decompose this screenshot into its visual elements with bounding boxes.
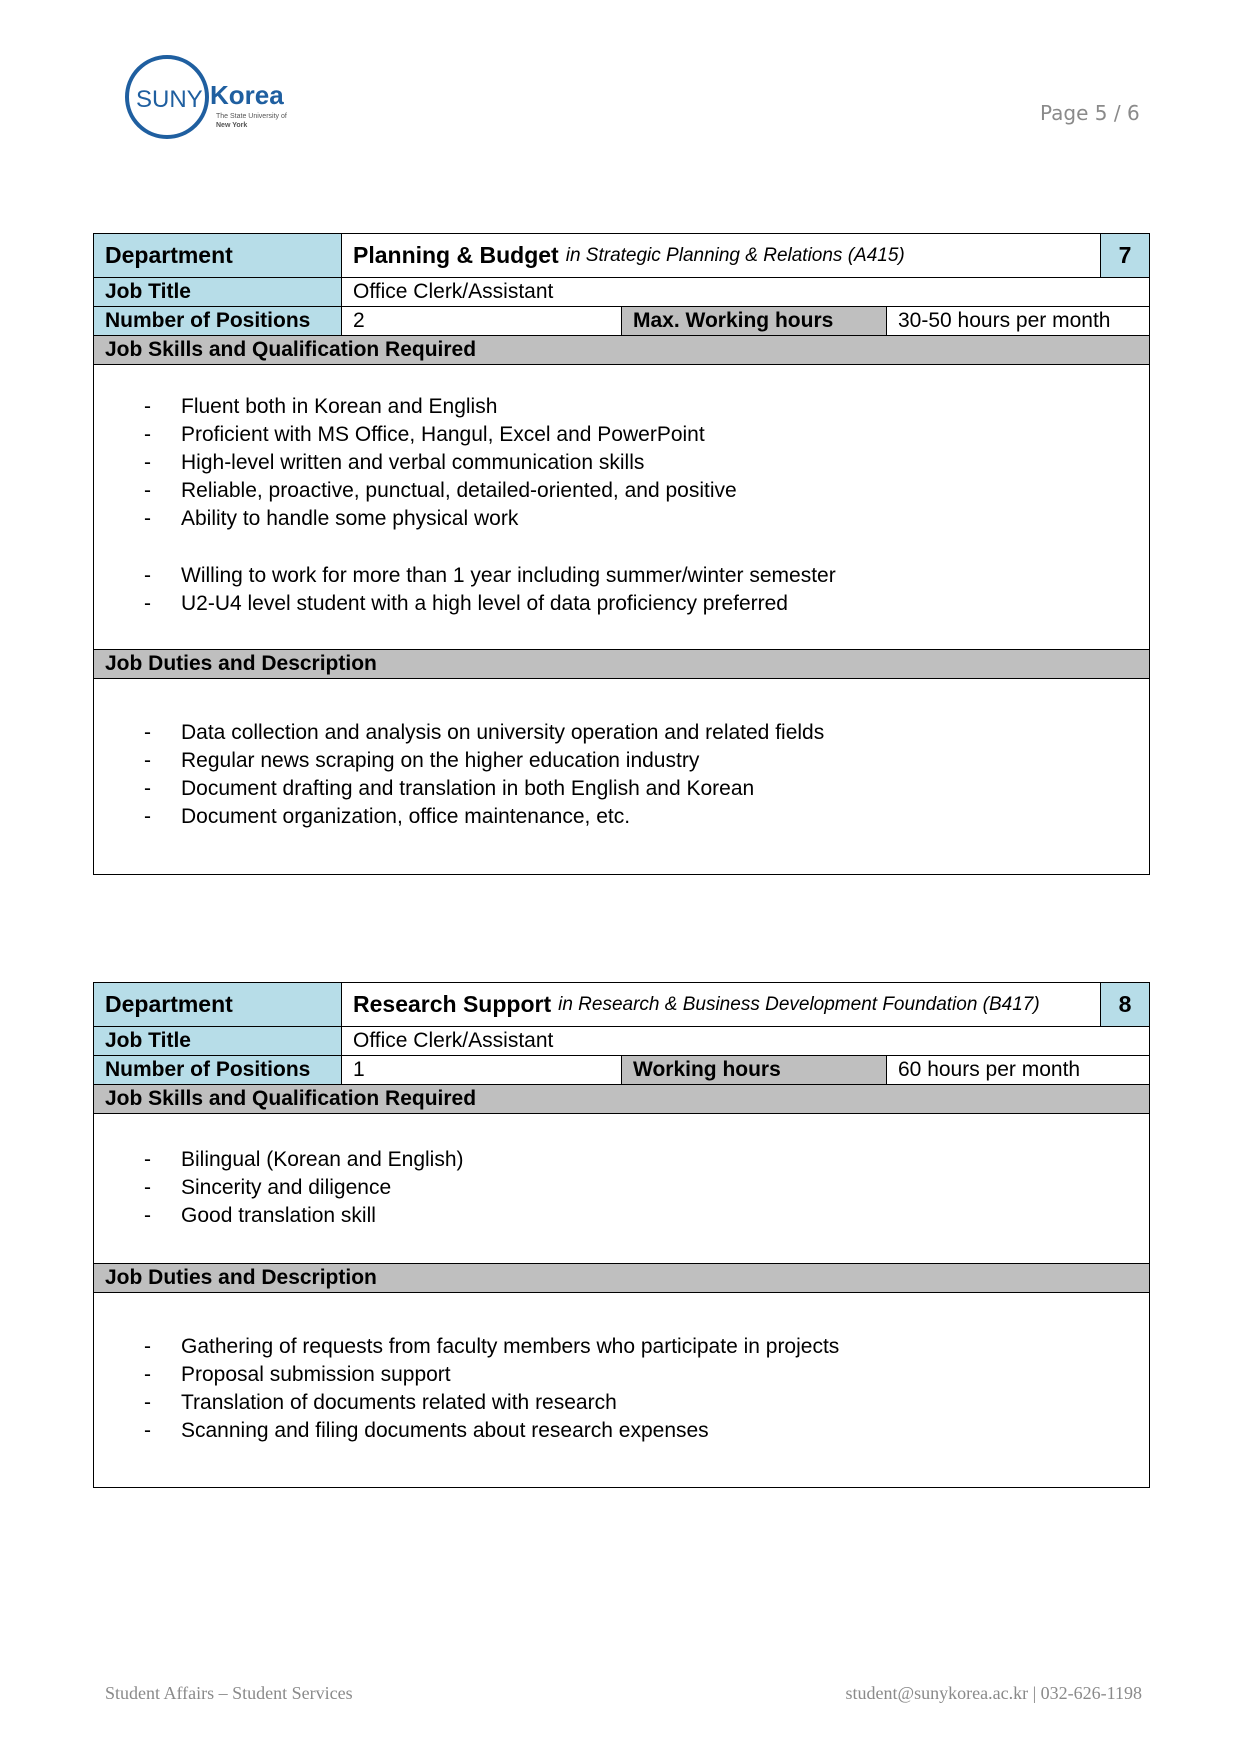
list-item: - Sincerity and diligence <box>94 1174 464 1202</box>
skills-body <box>94 1114 1149 1264</box>
list-item: - Bilingual (Korean and English) <box>94 1146 464 1174</box>
department-row <box>94 983 1149 1027</box>
list-item: - High-level written and verbal communication skills <box>94 449 737 477</box>
hours-label: Working hours <box>622 1056 887 1084</box>
positions-row <box>94 307 1149 336</box>
duties-header: Job Duties and Description <box>94 1264 1149 1293</box>
job-title-row <box>94 1027 1149 1056</box>
positions-value: 2 <box>342 307 622 335</box>
duties-body <box>94 1293 1149 1487</box>
positions-row <box>94 1056 1149 1085</box>
job-table <box>93 982 1150 1488</box>
skills-list <box>94 1146 464 1230</box>
skills-header: Job Skills and Qualification Required <box>94 336 1149 365</box>
list-item: - Proficient with MS Office, Hangul, Excel and PowerPoint <box>94 421 737 449</box>
duties-header: Job Duties and Description <box>94 650 1149 679</box>
department-name: Research Support <box>353 991 552 1017</box>
list-item: - Document drafting and translation in both English and Korean <box>94 775 824 803</box>
svg-text:New York: New York <box>216 122 248 129</box>
job-table <box>93 233 1150 875</box>
list-item: - Gathering of requests from faculty members who participate in projects <box>94 1333 839 1361</box>
positions-value: 1 <box>342 1056 622 1084</box>
department-value <box>342 234 1101 277</box>
job-number: 8 <box>1101 983 1149 1026</box>
department-value <box>342 983 1101 1026</box>
department-label: Department <box>94 234 342 277</box>
svg-text:Korea: Korea <box>210 80 284 110</box>
skills-header: Job Skills and Qualification Required <box>94 1085 1149 1114</box>
list-item: - Fluent both in Korean and English <box>94 393 737 421</box>
list-item: - Willing to work for more than 1 year including summer/winter semester <box>94 562 836 590</box>
department-label: Department <box>94 983 342 1026</box>
department-name: Planning & Budget <box>353 242 559 268</box>
footer-contact: student@sunykorea.ac.kr | 032-626-1198 <box>845 1683 1142 1703</box>
duties-body <box>94 679 1149 874</box>
list-item: - Proposal submission support <box>94 1361 839 1389</box>
skills-body <box>94 365 1149 650</box>
department-subtitle: in Strategic Planning & Relations (A415) <box>565 244 905 266</box>
duties-list <box>94 1333 839 1445</box>
duties-list <box>94 719 824 831</box>
footer-department: Student Affairs – Student Services <box>105 1683 353 1703</box>
job-title-label: Job Title <box>94 278 342 306</box>
job-title-label: Job Title <box>94 1027 342 1055</box>
hours-label: Max. Working hours <box>622 307 887 335</box>
page-number: Page 5 / 6 <box>1040 101 1140 125</box>
job-number: 7 <box>1101 234 1149 277</box>
skills-list <box>94 393 737 533</box>
svg-text:The State University of: The State University of <box>216 113 287 120</box>
department-subtitle: in Research & Business Development Foundation (B417) <box>558 993 1040 1015</box>
department-row <box>94 234 1149 278</box>
job-title-value: Office Clerk/Assistant <box>353 280 554 303</box>
list-item: - Reliable, proactive, punctual, detailed-oriented, and positive <box>94 477 737 505</box>
job-title-value: Office Clerk/Assistant <box>353 1029 554 1052</box>
positions-label: Number of Positions <box>94 1056 342 1084</box>
hours-value: 60 hours per month <box>898 1058 1081 1081</box>
skills-list-2 <box>94 562 836 618</box>
hours-value: 30-50 hours per month <box>898 309 1111 332</box>
suny-korea-logo <box>124 54 294 142</box>
list-item: - Translation of documents related with research <box>94 1389 839 1417</box>
list-item: - Ability to handle some physical work <box>94 505 737 533</box>
list-item: - Document organization, office maintenance, etc. <box>94 803 824 831</box>
svg-text:SUNY: SUNY <box>136 86 203 113</box>
list-item: - Data collection and analysis on university operation and related fields <box>94 719 824 747</box>
positions-label: Number of Positions <box>94 307 342 335</box>
list-item: - Good translation skill <box>94 1202 464 1230</box>
list-item: - Scanning and filing documents about research expenses <box>94 1417 839 1445</box>
list-item: - Regular news scraping on the higher education industry <box>94 747 824 775</box>
job-title-row <box>94 278 1149 307</box>
list-item: - U2-U4 level student with a high level of data proficiency preferred <box>94 590 836 618</box>
